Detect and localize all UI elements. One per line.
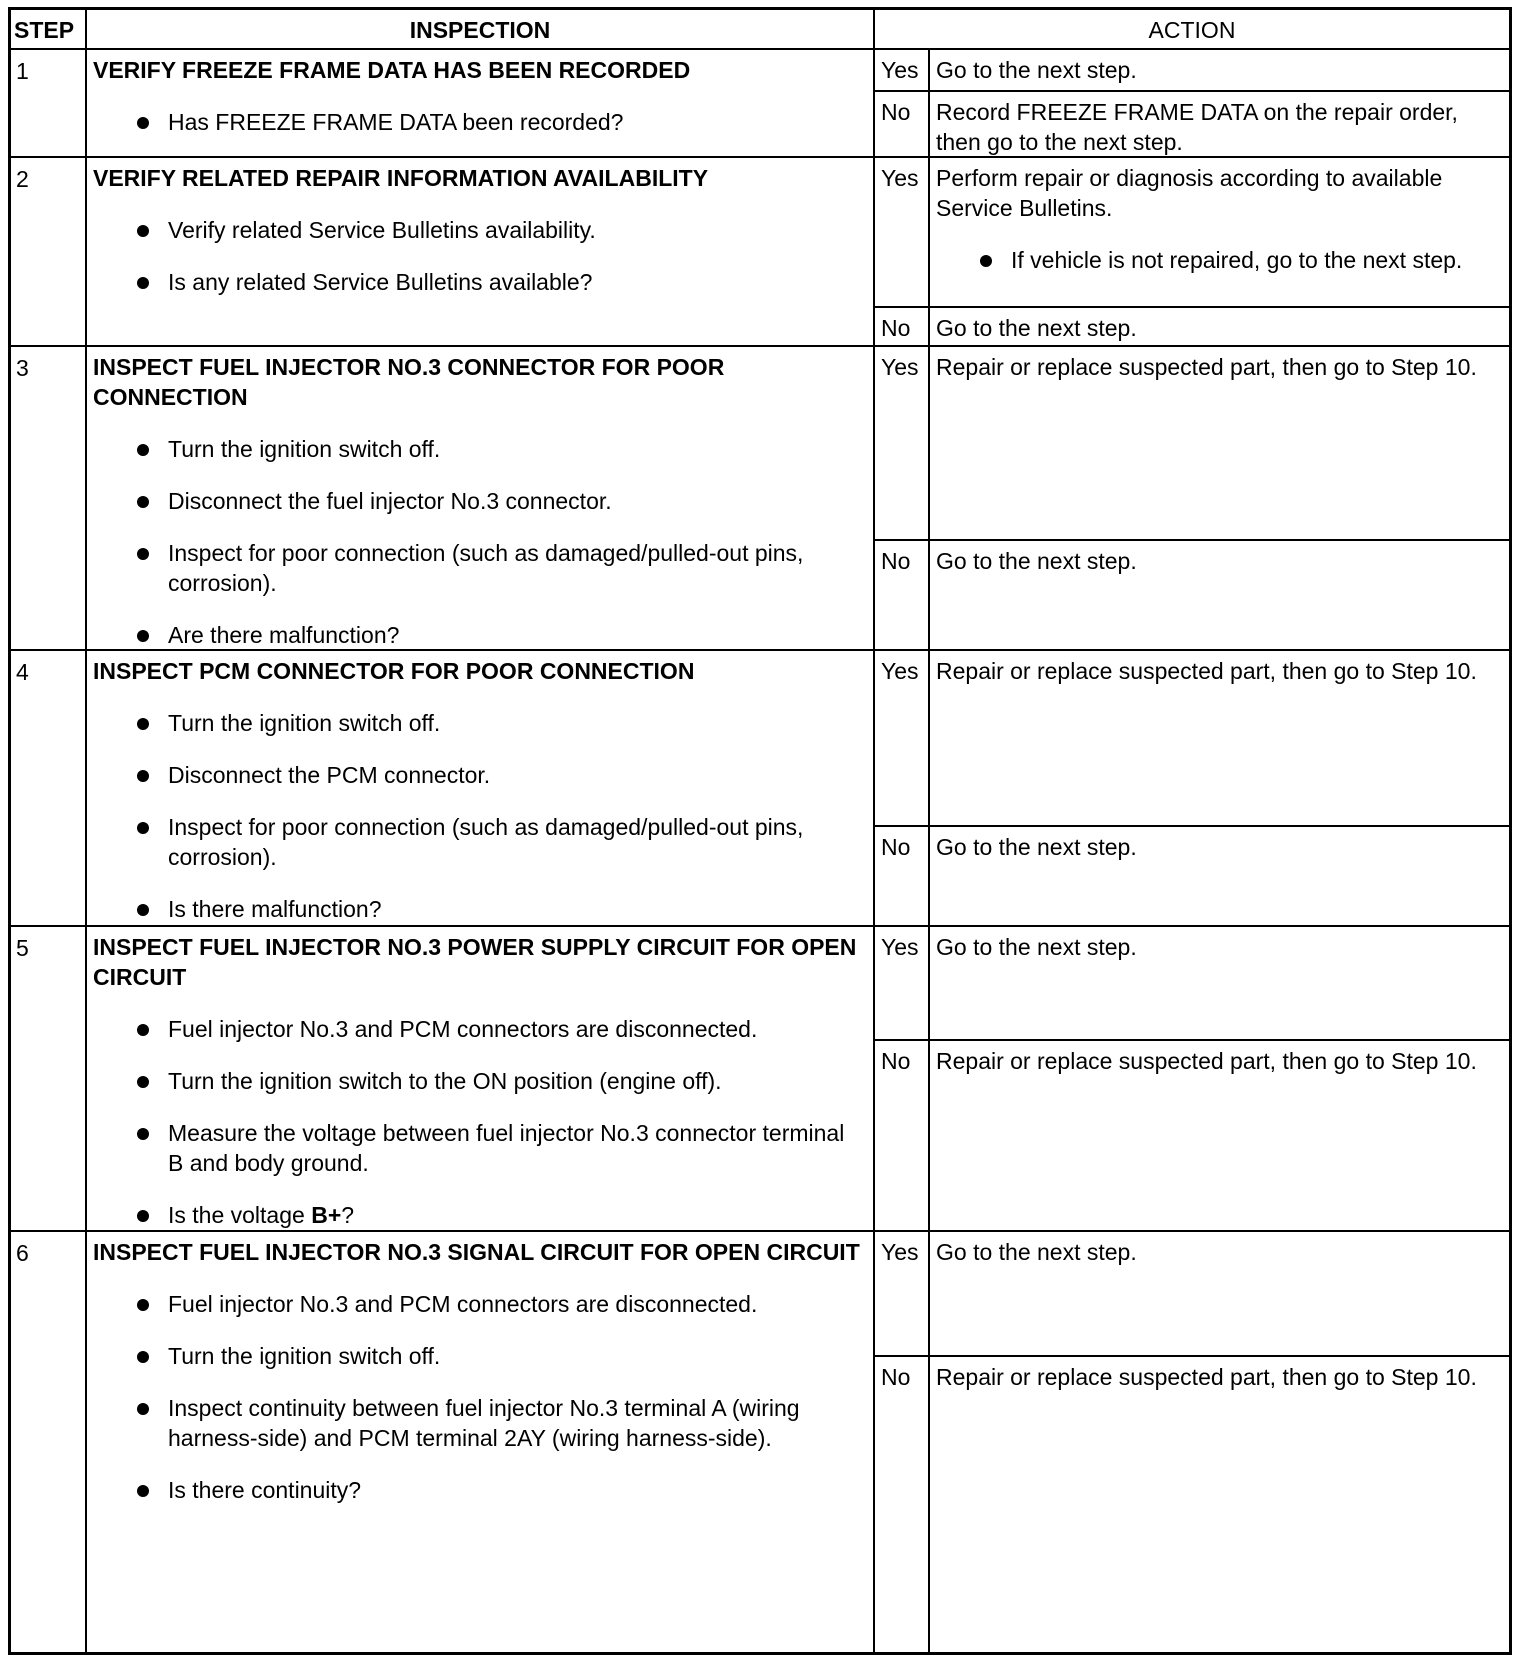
action-bullet: If vehicle is not repaired, go to the next step.: [936, 245, 1503, 275]
action-cell: [875, 927, 1509, 1230]
step-number: 2: [11, 158, 87, 345]
step-row-2: [11, 158, 1509, 347]
inspection-cell: [87, 50, 875, 156]
no-row: [875, 306, 1509, 345]
inspection-bullet: Inspect for poor connection (such as damaged/pulled-out pins, corrosion).: [93, 538, 863, 598]
inspection-cell: [87, 1232, 875, 1652]
inspection-bullets: [93, 107, 863, 137]
inspection-bullets: [93, 708, 863, 924]
step-number: 5: [11, 927, 87, 1230]
inspection-title: INSPECT FUEL INJECTOR NO.3 CONNECTOR FOR POOR CONNECTION: [93, 354, 725, 410]
inspection-bullets: [93, 1289, 863, 1505]
inspection-bullet: Turn the ignition switch off.: [93, 434, 863, 464]
yes-label: Yes: [875, 347, 930, 539]
yes-action: Repair or replace suspected part, then go to Step 10.: [936, 658, 1477, 684]
action-cell: [875, 1232, 1509, 1652]
yes-action: Go to the next step.: [936, 934, 1137, 960]
step-row-6: [11, 1232, 1509, 1652]
no-row: [875, 1355, 1509, 1652]
voltage-value: B+: [311, 1202, 342, 1228]
table-header-row: [11, 10, 1509, 50]
inspection-bullet: Fuel injector No.3 and PCM connectors are disconnected.: [93, 1014, 863, 1044]
inspection-cell: [87, 651, 875, 925]
no-row: [875, 1039, 1509, 1230]
no-action: Go to the next step.: [936, 548, 1137, 574]
yes-row: [875, 158, 1509, 306]
no-action: Repair or replace suspected part, then go to Step 10.: [936, 1364, 1477, 1390]
inspection-bullet: Inspect for poor connection (such as damaged/pulled-out pins, corrosion).: [93, 812, 863, 872]
inspection-bullet: Fuel injector No.3 and PCM connectors are disconnected.: [93, 1289, 863, 1319]
inspection-bullet: [93, 1200, 863, 1230]
inspection-bullet: Measure the voltage between fuel injector No.3 connector terminal B and body ground.: [93, 1118, 863, 1178]
yes-action: Go to the next step.: [936, 1239, 1137, 1265]
no-action: Repair or replace suspected part, then go to Step 10.: [936, 1048, 1477, 1074]
yes-action-text: Perform repair or diagnosis according to available Service Bulletins.: [936, 165, 1443, 221]
inspection-bullet: Turn the ignition switch off.: [93, 1341, 863, 1371]
step-number: 4: [11, 651, 87, 925]
no-label: No: [875, 308, 930, 345]
step-row-5: [11, 927, 1509, 1232]
inspection-bullet: Disconnect the PCM connector.: [93, 760, 863, 790]
header-inspection: INSPECTION: [87, 10, 875, 48]
inspection-cell: [87, 158, 875, 345]
action-cell: [875, 651, 1509, 925]
yes-row: [875, 651, 1509, 825]
yes-label: Yes: [875, 1232, 930, 1355]
step-row-1: [11, 50, 1509, 158]
step-row-4: [11, 651, 1509, 927]
inspection-cell: [87, 347, 875, 649]
yes-label: Yes: [875, 927, 930, 1039]
inspection-title: INSPECT PCM CONNECTOR FOR POOR CONNECTION: [93, 658, 695, 684]
inspection-bullet: Are there malfunction?: [93, 620, 863, 650]
step-number: 6: [11, 1232, 87, 1652]
no-label: No: [875, 1357, 930, 1652]
no-action: Go to the next step.: [936, 315, 1137, 341]
bullet-suffix: ?: [341, 1202, 355, 1228]
no-row: [875, 539, 1509, 649]
inspection-bullet: Is any related Service Bulletins available?: [93, 267, 863, 297]
inspection-bullets: [93, 215, 863, 297]
step-number: 1: [11, 50, 87, 156]
no-label: No: [875, 541, 930, 649]
no-action: Go to the next step.: [936, 834, 1137, 860]
yes-action: Go to the next step.: [936, 57, 1137, 83]
yes-action: [930, 158, 1509, 306]
yes-label: Yes: [875, 50, 930, 90]
yes-row: [875, 1232, 1509, 1355]
inspection-bullet: Inspect continuity between fuel injector No.3 terminal A (wiring harness-side) and PCM terminal 2AY (wiring harness-side).: [93, 1393, 863, 1453]
inspection-bullet: Turn the ignition switch off.: [93, 708, 863, 738]
inspection-bullet: Has FREEZE FRAME DATA been recorded?: [93, 107, 863, 137]
inspection-title: VERIFY RELATED REPAIR INFORMATION AVAILABILITY: [93, 165, 709, 191]
yes-row: [875, 347, 1509, 539]
step-number: 3: [11, 347, 87, 649]
no-label: No: [875, 827, 930, 925]
diagnostic-table: [8, 7, 1512, 1655]
yes-action: Repair or replace suspected part, then go to Step 10.: [936, 354, 1477, 380]
inspection-title: VERIFY FREEZE FRAME DATA HAS BEEN RECORDED: [93, 57, 691, 83]
step-row-3: [11, 347, 1509, 651]
inspection-bullets: [93, 1014, 863, 1230]
header-action: ACTION: [1148, 17, 1236, 43]
no-label: No: [875, 92, 930, 156]
bullet-prefix: Is the voltage: [168, 1202, 312, 1228]
inspection-title: INSPECT FUEL INJECTOR NO.3 SIGNAL CIRCUIT FOR OPEN CIRCUIT: [93, 1239, 860, 1265]
yes-row: [875, 927, 1509, 1039]
inspection-bullet: Turn the ignition switch to the ON position (engine off).: [93, 1066, 863, 1096]
no-action: Record FREEZE FRAME DATA on the repair order, then go to the next step.: [936, 99, 1458, 155]
no-label: No: [875, 1041, 930, 1230]
inspection-bullet: Disconnect the fuel injector No.3 connector.: [93, 486, 863, 516]
yes-action-bullets: [936, 245, 1503, 275]
yes-label: Yes: [875, 651, 930, 825]
yes-label: Yes: [875, 158, 930, 306]
action-cell: [875, 347, 1509, 649]
inspection-bullets: [93, 434, 863, 650]
no-row: [875, 90, 1509, 156]
inspection-bullet: Is there malfunction?: [93, 894, 863, 924]
inspection-bullet: Is there continuity?: [93, 1475, 863, 1505]
inspection-title: INSPECT FUEL INJECTOR NO.3 POWER SUPPLY CIRCUIT FOR OPEN CIRCUIT: [93, 934, 857, 990]
no-row: [875, 825, 1509, 925]
yes-row: [875, 50, 1509, 90]
action-cell: [875, 50, 1509, 156]
inspection-bullet: Verify related Service Bulletins availability.: [93, 215, 863, 245]
inspection-cell: [87, 927, 875, 1230]
action-cell: [875, 158, 1509, 345]
header-step: STEP: [11, 10, 87, 48]
